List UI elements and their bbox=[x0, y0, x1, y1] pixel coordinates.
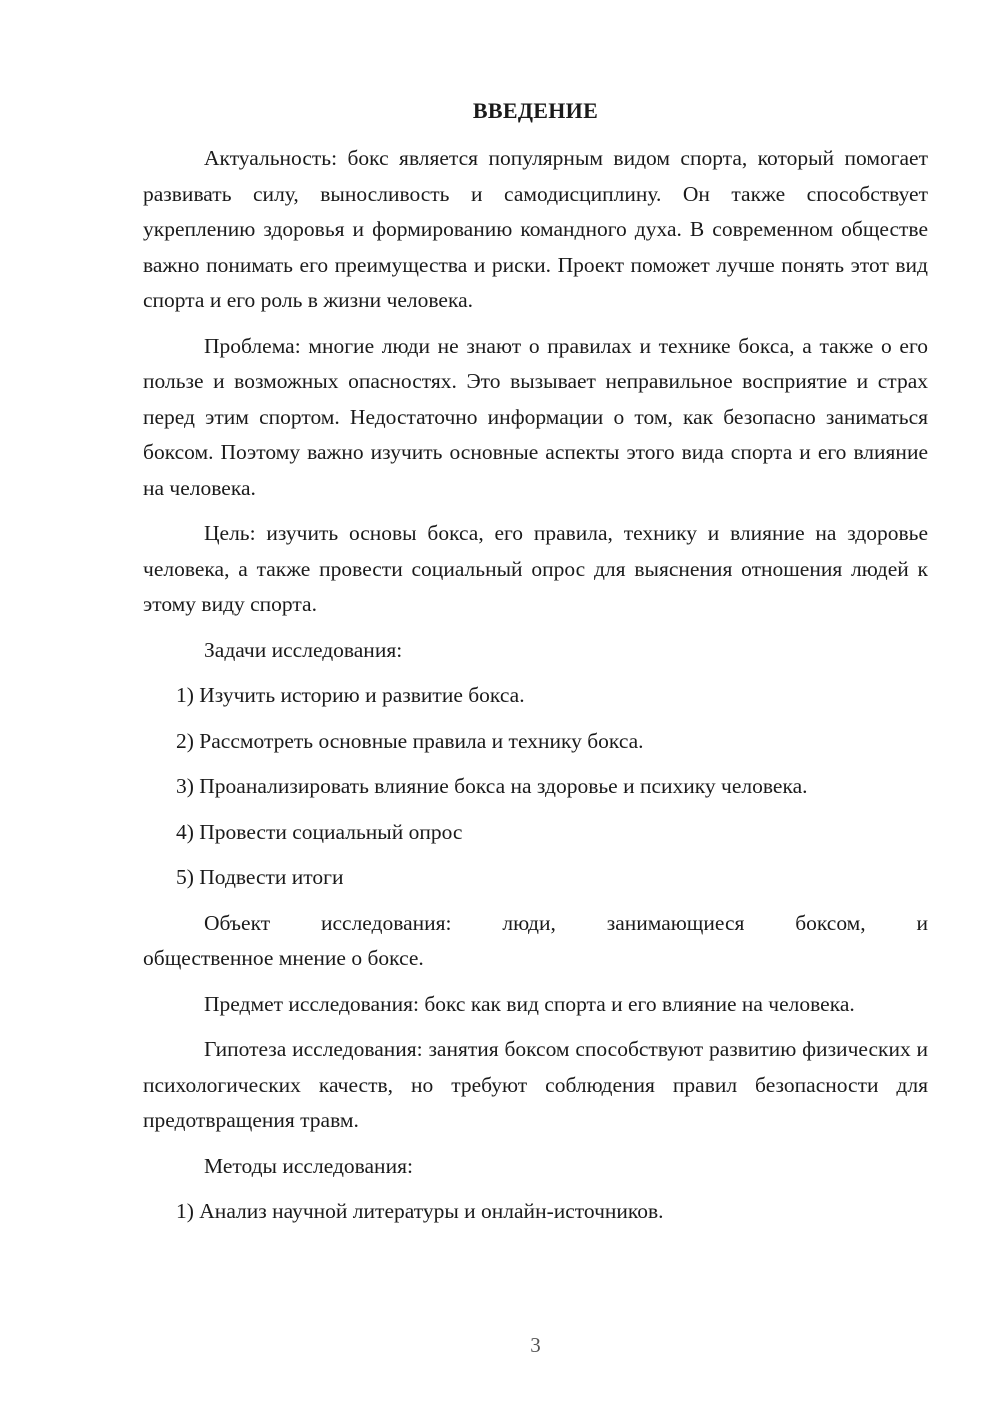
task-item: 4) Провести социальный опрос bbox=[176, 819, 463, 844]
relevance-paragraph: Актуальность: бокс является популярным видом спорта, который помогает развивать силу, выносливость и самодисциплину. Он также способствует укреплению здоровья и формированию командного духа. В современном обществе важно понимать его преимущества и риски. Проект поможет лучше понять этот вид спорта и его роль в жизни человека. bbox=[143, 146, 928, 312]
object-line-1: Объект исследования: люди, занимающиеся боксом, и bbox=[204, 910, 928, 935]
hypothesis-paragraph: Гипотеза исследования: занятия боксом способствуют развитию физических и психологических качеств, но требуют соблюдения правил безопасности для предотвращения травм. bbox=[143, 1037, 928, 1132]
body-text bbox=[143, 141, 928, 1240]
methods-heading: Методы исследования: bbox=[204, 1153, 413, 1178]
goal-paragraph: Цель: изучить основы бокса, его правила, технику и влияние на здоровье человека, а также провести социальный опрос для выяснения отношения людей к этому виду спорта. bbox=[143, 521, 928, 616]
problem-paragraph: Проблема: многие люди не знают о правилах и технике бокса, а также о его пользе и возможных опасностях. Это вызывает неправильное восприятие и страх перед этим спортом. Недостаточно информации о том, как безопасно заниматься боксом. Поэтому важно изучить основные аспекты этого вида спорта и его влияние на человека. bbox=[143, 333, 928, 500]
task-item: 2) Рассмотреть основные правила и технику бокса. bbox=[176, 728, 644, 753]
task-item: 3) Проанализировать влияние бокса на здоровье и психику человека. bbox=[176, 774, 808, 798]
object-paragraph bbox=[143, 906, 928, 977]
task-item: 5) Подвести итоги bbox=[176, 865, 344, 889]
task-item: 1) Изучить историю и развитие бокса. bbox=[176, 683, 525, 707]
object-line-2: общественное мнение о боксе. bbox=[143, 946, 424, 970]
method-item: 1) Анализ научной литературы и онлайн-источников. bbox=[176, 1199, 664, 1223]
section-title: ВВЕДЕНИЕ bbox=[472, 98, 599, 123]
page-number: 3 bbox=[530, 1333, 541, 1357]
document-page bbox=[143, 0, 928, 1414]
tasks-heading: Задачи исследования: bbox=[204, 637, 403, 662]
subject-paragraph: Предмет исследования: бокс как вид спорта и его влияние на человека. bbox=[204, 991, 855, 1016]
